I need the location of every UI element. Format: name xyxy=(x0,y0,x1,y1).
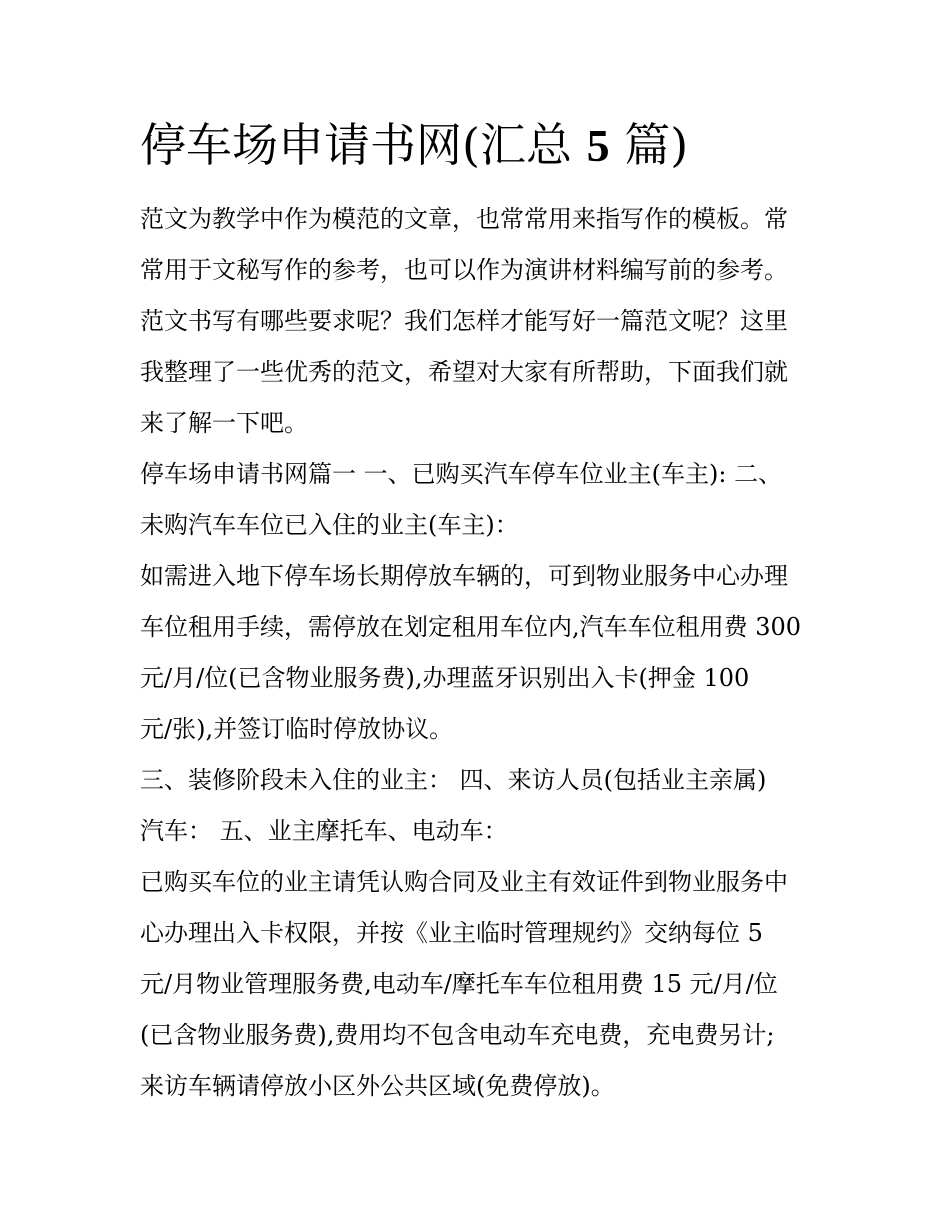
text-line: 元/月物业管理服务费,电动车/摩托车车位租用费 15 元/月/位 xyxy=(140,970,778,998)
title-number: 5 xyxy=(586,120,610,171)
text-line: 汽车： 五、业主摩托车、电动车： xyxy=(140,817,508,845)
text-line: 来了解一下吧。 xyxy=(140,409,308,437)
text-line: 心办理出入卡权限，并按《业主临时管理规约》交纳每位 5 xyxy=(140,919,763,947)
text-line: 元/张),并签订临时停放协议。 xyxy=(140,715,454,743)
text-line: 如需进入地下停车场长期停放车辆的，可到物业服务中心办理 xyxy=(140,562,788,590)
text-line: 未购汽车车位已入住的业主(车主)： xyxy=(140,511,519,539)
text-line: 常用于文秘写作的参考，也可以作为演讲材料编写前的参考。 xyxy=(140,256,788,284)
text-line: 范文为教学中作为模范的文章，也常常用来指写作的模板。常 xyxy=(140,205,788,233)
text-line: 已购买车位的业主请凭认购合同及业主有效证件到物业服务中 xyxy=(140,868,788,896)
title-prefix: 停车场申请书网(汇总 xyxy=(140,118,587,172)
text-line: 范文书写有哪些要求呢？我们怎样才能写好一篇范文呢？这里 xyxy=(140,307,788,335)
text-line: (已含物业服务费),费用均不包含电动车充电费，充电费另计; xyxy=(140,1021,775,1049)
text-line: 停车场申请书网篇一 一、已购买汽车停车位业主(车主): 二、 xyxy=(140,460,783,488)
text-line: 三、装修阶段未入住的业主： 四、来访人员(包括业主亲属) xyxy=(140,766,767,794)
document-title xyxy=(140,112,840,179)
text-line: 来访车辆请停放小区外公共区域(免费停放)。 xyxy=(140,1072,615,1100)
text-line: 元/月/位(已含物业服务费),办理蓝牙识别出入卡(押金 100 xyxy=(140,664,750,692)
text-line: 车位租用手续，需停放在划定租用车位内,汽车车位租用费 300 xyxy=(140,613,802,641)
text-line: 我整理了一些优秀的范文，希望对大家有所帮助，下面我们就 xyxy=(140,358,788,386)
title-suffix: 篇) xyxy=(609,118,689,172)
